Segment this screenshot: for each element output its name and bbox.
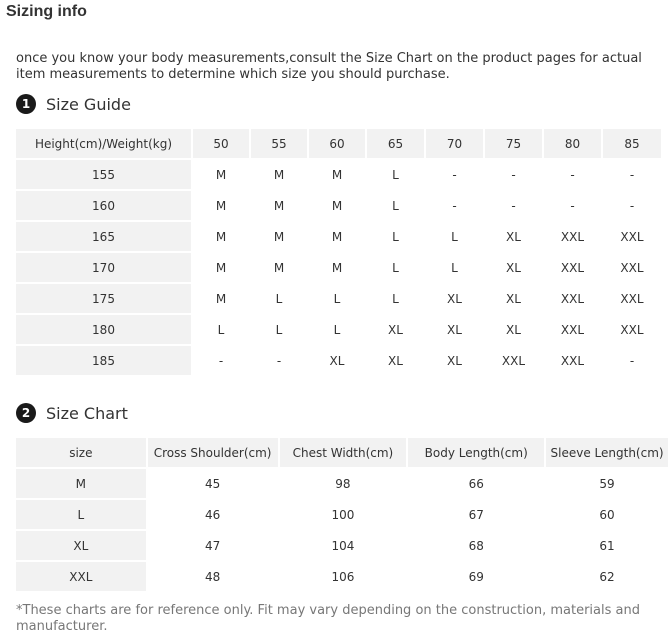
size-cell: M <box>193 160 249 189</box>
size-cell: XXL <box>603 253 661 282</box>
height-cell: 175 <box>16 284 191 313</box>
size-cell: L <box>251 315 307 344</box>
size-cell: M <box>309 253 365 282</box>
size-cell: L <box>309 284 365 313</box>
measurement-cell: 48 <box>148 562 278 591</box>
size-cell: L <box>367 284 424 313</box>
height-cell: 180 <box>16 315 191 344</box>
column-header-cell: Body Length(cm) <box>408 438 544 467</box>
size-cell: M <box>251 222 307 251</box>
size-chart-title: Size Chart <box>46 403 128 423</box>
corner-header-cell: Height(cm)/Weight(kg) <box>16 129 191 158</box>
size-cell: XL <box>426 315 483 344</box>
measurement-cell: 45 <box>148 469 278 498</box>
table-header-row <box>16 438 668 467</box>
table-row <box>16 315 661 344</box>
table-header-row <box>16 129 661 158</box>
size-cell: - <box>251 346 307 375</box>
measurement-cell: 47 <box>148 531 278 560</box>
weight-header-cell: 80 <box>544 129 601 158</box>
measurement-cell: 69 <box>408 562 544 591</box>
weight-header-cell: 60 <box>309 129 365 158</box>
weight-header-cell: 55 <box>251 129 307 158</box>
weight-header-cell: 70 <box>426 129 483 158</box>
intro-text: once you know your body measurements,consult the Size Chart on the product pages for actual item measurements to determine which size you should purchase. <box>16 51 642 82</box>
size-cell: XL <box>485 315 542 344</box>
measurement-cell: 98 <box>280 469 407 498</box>
table-row <box>16 562 668 591</box>
size-cell: L <box>367 160 424 189</box>
size-cell: XXL <box>544 284 601 313</box>
weight-header-cell: 65 <box>367 129 424 158</box>
size-cell: XL <box>367 346 424 375</box>
size-chart-heading <box>16 402 128 424</box>
size-label-cell: M <box>16 469 146 498</box>
table-row <box>16 253 661 282</box>
measurement-cell: 100 <box>280 500 407 529</box>
column-header-cell: size <box>16 438 146 467</box>
measurement-cell: 59 <box>546 469 668 498</box>
size-cell: L <box>367 191 424 220</box>
height-cell: 160 <box>16 191 191 220</box>
table-row <box>16 160 661 189</box>
size-cell: XL <box>485 222 542 251</box>
size-cell: - <box>603 346 661 375</box>
size-cell: XXL <box>603 222 661 251</box>
measurement-cell: 68 <box>408 531 544 560</box>
size-cell: XXL <box>544 253 601 282</box>
size-cell: L <box>367 253 424 282</box>
table-row <box>16 500 668 529</box>
size-cell: M <box>251 253 307 282</box>
size-cell: - <box>426 191 483 220</box>
size-cell: - <box>485 160 542 189</box>
size-cell: - <box>193 346 249 375</box>
size-cell: L <box>309 315 365 344</box>
table-row <box>16 284 661 313</box>
size-cell: - <box>603 160 661 189</box>
size-cell: - <box>603 191 661 220</box>
table-row <box>16 531 668 560</box>
measurement-cell: 67 <box>408 500 544 529</box>
size-cell: M <box>309 191 365 220</box>
size-cell: M <box>309 160 365 189</box>
size-cell: L <box>193 315 249 344</box>
step-number-badge: 1 <box>16 94 36 114</box>
measurement-cell: 106 <box>280 562 407 591</box>
measurement-cell: 60 <box>546 500 668 529</box>
weight-header-cell: 85 <box>603 129 661 158</box>
measurement-cell: 62 <box>546 562 668 591</box>
step-number-badge: 2 <box>16 403 36 423</box>
disclaimer-note: *These charts are for reference only. Fit may vary depending on the construction, materials and manufacturer. <box>16 603 640 634</box>
size-guide-title: Size Guide <box>46 94 131 114</box>
size-cell: - <box>544 160 601 189</box>
height-cell: 170 <box>16 253 191 282</box>
weight-header-cell: 75 <box>485 129 542 158</box>
measurement-cell: 66 <box>408 469 544 498</box>
size-cell: XXL <box>544 222 601 251</box>
size-cell: - <box>485 191 542 220</box>
size-label-cell: XL <box>16 531 146 560</box>
size-cell: XL <box>426 284 483 313</box>
table-row <box>16 191 661 220</box>
size-cell: XXL <box>603 284 661 313</box>
size-cell: XL <box>367 315 424 344</box>
measurement-cell: 104 <box>280 531 407 560</box>
size-chart-table <box>14 436 670 593</box>
size-guide-table <box>14 127 663 377</box>
size-cell: XXL <box>485 346 542 375</box>
size-cell: L <box>367 222 424 251</box>
size-cell: - <box>426 160 483 189</box>
column-header-cell: Chest Width(cm) <box>280 438 407 467</box>
table-row <box>16 346 661 375</box>
height-cell: 165 <box>16 222 191 251</box>
size-cell: L <box>251 284 307 313</box>
column-header-cell: Sleeve Length(cm) <box>546 438 668 467</box>
measurement-cell: 61 <box>546 531 668 560</box>
page-title: Sizing info <box>6 3 87 20</box>
size-cell: - <box>544 191 601 220</box>
size-cell: XXL <box>603 315 661 344</box>
weight-header-cell: 50 <box>193 129 249 158</box>
size-cell: M <box>309 222 365 251</box>
height-cell: 185 <box>16 346 191 375</box>
size-cell: XL <box>485 253 542 282</box>
size-cell: L <box>426 253 483 282</box>
height-cell: 155 <box>16 160 191 189</box>
size-cell: XL <box>485 284 542 313</box>
size-cell: M <box>193 191 249 220</box>
size-cell: M <box>193 284 249 313</box>
table-row <box>16 222 661 251</box>
size-cell: M <box>193 253 249 282</box>
table-row <box>16 469 668 498</box>
size-cell: M <box>251 191 307 220</box>
size-cell: XXL <box>544 346 601 375</box>
size-cell: XL <box>426 346 483 375</box>
column-header-cell: Cross Shoulder(cm) <box>148 438 278 467</box>
size-cell: M <box>193 222 249 251</box>
size-label-cell: XXL <box>16 562 146 591</box>
size-guide-heading <box>16 93 131 115</box>
size-label-cell: L <box>16 500 146 529</box>
size-cell: XXL <box>544 315 601 344</box>
size-cell: L <box>426 222 483 251</box>
size-cell: M <box>251 160 307 189</box>
size-cell: XL <box>309 346 365 375</box>
measurement-cell: 46 <box>148 500 278 529</box>
